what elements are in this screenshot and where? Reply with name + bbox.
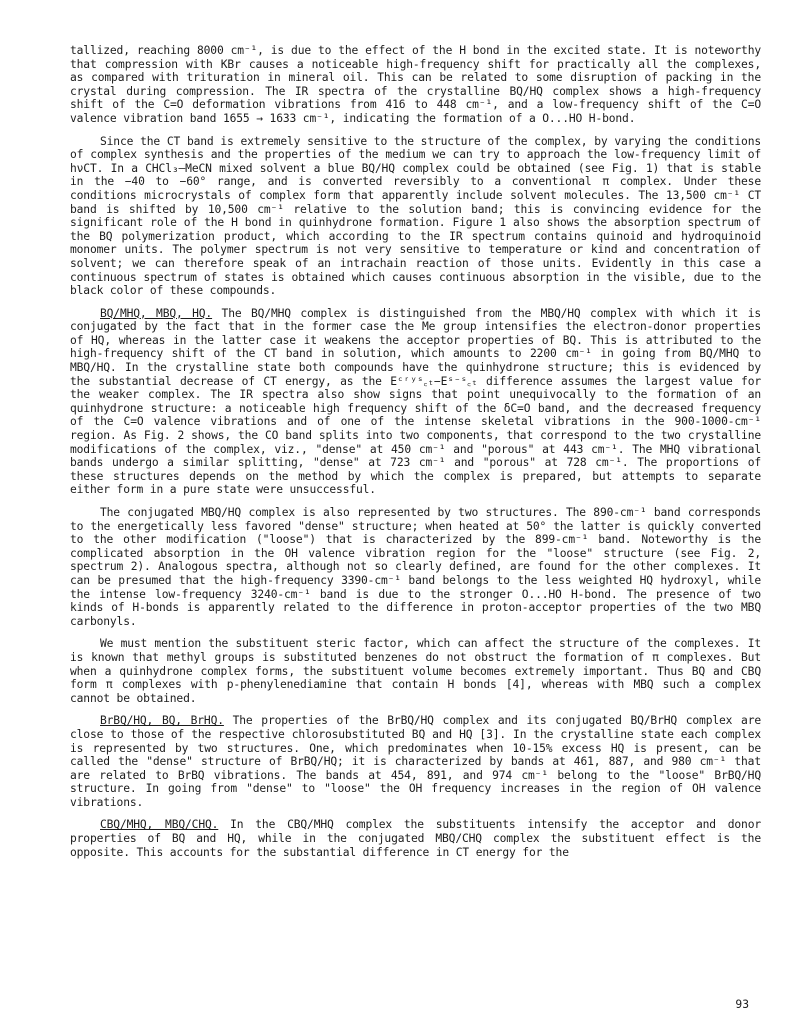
paragraph-7-text: In the CBQ/MHQ complex the substituents intensify the acceptor and donor properties of BQ and HQ, while in the conjugated MBQ/CHQ complex the substituent effect is the opposite. This accounts for the substantial difference in CT energy for the (70, 818, 762, 859)
paragraph-4-text: The conjugated MBQ/HQ complex is also represented by two structures. The 890-cm⁻¹ band corresponds to the energetically less favored "dense" structure; when heated at 50° the latter is quickly converted to the other modification ("loose") that is characterized by the 899-cm⁻¹ band. Noteworthy is the complicated absorption in the OH valence vibration region for the "loose" structure (see Fig. 2, spectrum 2). Analogous spectra, although not so clearly defined, are found for the other complexes. It can be presumed that the high-frequency 3390-cm⁻¹ band belongs to the less weighted HQ hydroxyl, while the intense low-frequency 3240-cm⁻¹ band is due to the stronger O...HO H-bond. The presence of two kinds of H-bonds is apparently related to the difference in proton-acceptor properties of the two MBQ carbonyls. (70, 506, 761, 628)
section-heading-brbq-hq: BrBQ/HQ, BQ, BrHQ. (100, 714, 224, 728)
paragraph-3-text: The BQ/MHQ complex is distinguished from the MBQ/HQ complex with which it is conjugated by the fact that in the former case the Me group intensifies the electron-donor properties of HQ, whereas in the latter case it weakens the acceptor properties of BQ. This is attributed to the high-frequency shift of the CT band in solution, which amounts to 2200 cm⁻¹ in going from BQ/MHQ to MBQ/HQ. In the crystalline state both compounds have the quinhydrone structure; this is evidenced by the substantial decrease of CT energy, as the Eᶜʳʸˢ꜀ₜ−Eˢ⁻ˢ꜀ₜ difference assumes the largest value for the weaker complex. The IR spectra also show signs that point unequivocally to the formation of an quinhydrone structure: a noticeable high frequency shift of the δC=O band, and the decreased frequency of the C=O valence vibrations and of one of the intense skeletal vibrations in the 900-1000-cm⁻¹ region. As Fig. 2 shows, the CO band splits into two components, that correspond to the two crystalline modifications of the complex, viz., "dense" at 450 cm⁻¹ and "porous" at 443 cm⁻¹. The MHQ vibrational bands undergo a similar splitting, "dense" at 723 cm⁻¹ and "porous" at 728 cm⁻¹. The proportions of these structures depends on the method by which the complex is prepared, but attempts to separate either form in a pure state were unsuccessful. (70, 306, 761, 497)
paragraph-6-text: The properties of the BrBQ/HQ complex and its conjugated BQ/BrHQ complex are close to those of the respective chlorosubstituted BQ and HQ [3]. In the crystalline state each complex is represented by two structures. One, which predominates when 10-15% excess HQ is present, can be called the "dense" structure of BrBQ/HQ; it is characterized by bands at 461, 887, and 980 cm⁻¹ that are related to BrBQ vibrations. The bands at 454, 891, and 974 cm⁻¹ belong to the "loose" BrBQ/HQ structure. In going from "dense" to "loose" the OH frequency increases in the region of OH valence vibrations. (70, 714, 761, 809)
paragraph-4 (70, 506, 761, 628)
paragraph-5 (70, 637, 761, 705)
page-number: 93 (735, 998, 749, 1011)
paragraph-3 (70, 307, 761, 497)
paragraph-7 (70, 818, 761, 859)
paragraph-5-text: We must mention the substituent steric factor, which can affect the structure of the complexes. It is known that methyl groups is substituted benzenes do not obstruct the formation of π complexes. But when a quinhydrone complex forms, the substituent volume becomes extremely important. Thus BQ and CBQ form π complexes with p-phenylenediamine that contain H bonds [4], whereas with MBQ such a complex cannot be obtained. (70, 637, 761, 705)
section-heading-bq-mhq: BQ/MHQ, MBQ, HQ. (100, 306, 213, 320)
section-heading-cbq-mhq: CBQ/MHQ, MBQ/CHQ. (100, 818, 219, 832)
paragraph-2-text: Since the CT band is extremely sensitive to the structure of the complex, by varying the conditions of complex synthesis and the properties of the medium we can try to approach the low-frequency limit of hνCT. In a CHCl₃–MeCN mixed solvent a blue BQ/HQ complex could be obtained (see Fig. 1) that is stable in the −40 to −60° range, and is converted reversibly to a conventional π complex. Under these conditions microcrystals of complex form that apparently include solvent molecules. The 13,500 cm⁻¹ CT band is shifted by 10,500 cm⁻¹ relative to the solution band; this is convincing evidence for the significant role of the H bond in quinhydrone formation. Figure 1 also shows the absorption spectrum of the BQ polymerization product, which according to the IR spectrum contains quinoid and hydroquinoid monomer units. The polymer spectrum is not very sensitive to temperature or kind and concentration of solvent; we can therefore speak of an intrachain reaction of those units. Evidently in this case a continuous spectrum of states is obtained which causes continuous absorption in the visible, due to the black color of these compounds. (70, 134, 761, 298)
paragraph-1 (70, 44, 761, 126)
paragraph-2 (70, 135, 761, 298)
paragraph-6 (70, 714, 761, 809)
paragraph-1-text: tallized, reaching 8000 cm⁻¹, is due to the effect of the H bond in the excited state. It is noteworthy that compression with KBr causes a noticeable high-frequency shift for practically all the complexes, as compared with trituration in mineral oil. This can be related to some disruption of packing in the crystal during compression. The IR spectra of the crystalline BQ/HQ complex shows a high-frequency shift of the C=O deformation vibrations from 416 to 448 cm⁻¹, and a low-frequency shift of the C=O valence vibration band 1655 → 1633 cm⁻¹, indicating the formation of a O...HO H-bond. (70, 44, 761, 125)
